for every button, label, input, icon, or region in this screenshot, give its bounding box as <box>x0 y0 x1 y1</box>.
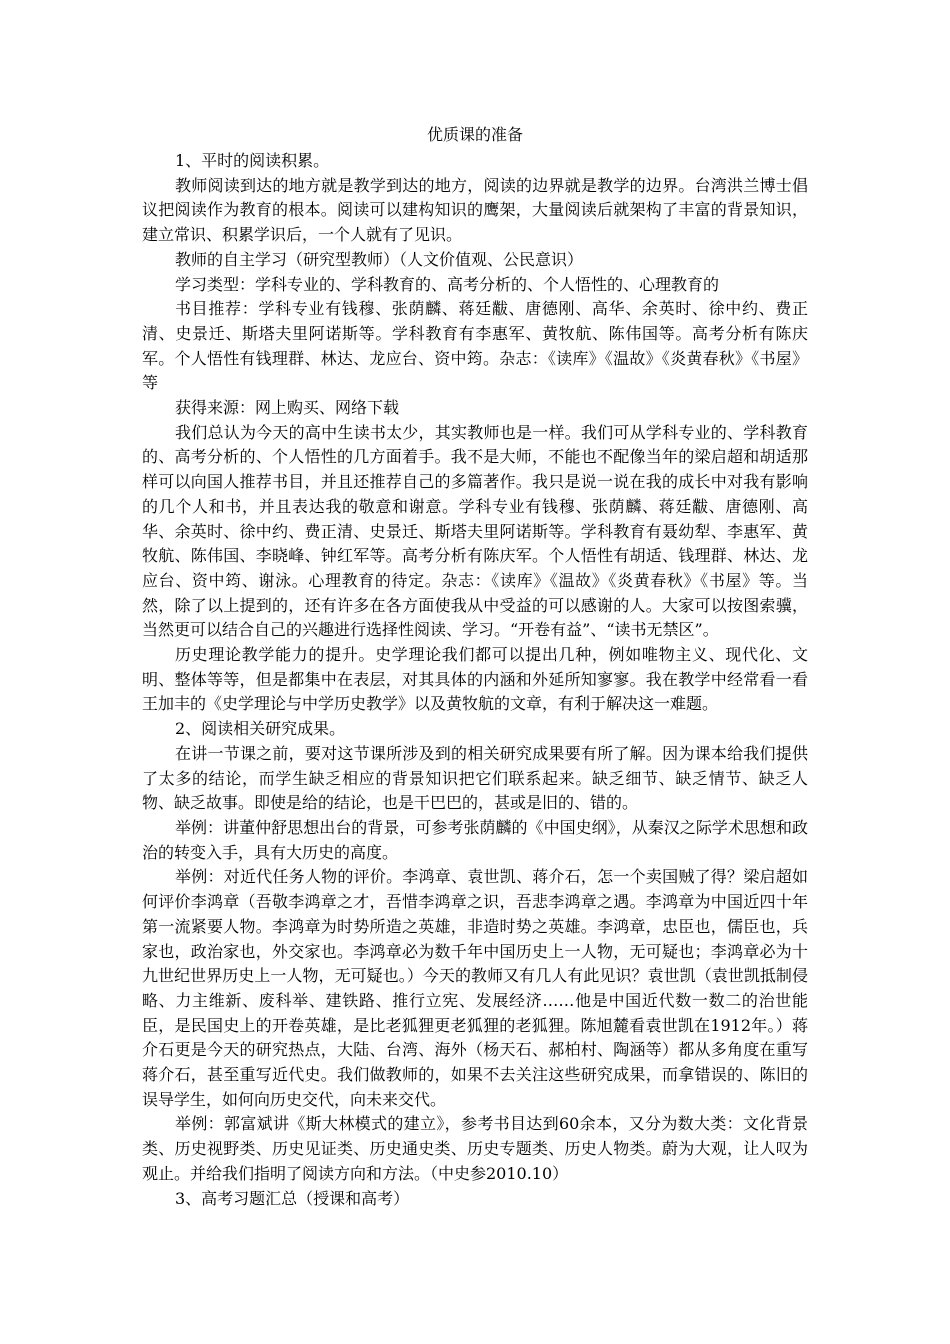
paragraph: 举例：郭富斌讲《斯大林模式的建立》，参考书目达到60余本，又分为数大类：文化背景类、历史视野类、历史见证类、历史通史类、历史专题类、历史人物类。蔚为大观，让人叹为观止。并给我们指明了阅读方向和方法。（中史参2010.10） <box>142 1114 808 1183</box>
document-title: 优质课的准备 <box>426 125 523 144</box>
paragraph: 我们总认为今天的高中生读书太少，其实教师也是一样。我们可从学科专业的、学科教育的、高考分析的、个人悟性的几方面着手。我不是大师，不能也不配像当年的梁启超和胡适那样可以向国人推荐书目，并且还推荐自己的多篇著作。我只是说一说在我的成长中对我有影响的几个人和书，并且表达我的敬意和谢意。学科专业有钱穆、张荫麟、蒋廷黻、唐德刚、高华、余英时、徐中约、费正清、史景迁、斯塔夫里阿诺斯等。学科教育有聂幼犁、李惠军、黄牧航、陈伟国、李晓峰、钟红军等。高考分析有陈庆军。个人悟性有胡适、钱理群、林达、龙应台、资中筠、谢泳。心理教育的待定。杂志：《读库》《温故》《炎黄春秋》《书屋》等。当然，除了以上提到的，还有许多在各方面使我从中受益的可以感谢的人。大家可以按图索骥，当然更可以结合自己的兴趣进行选择性阅读、学习。“开卷有益”、“读书无禁区”。 <box>142 422 808 640</box>
section-heading-exams: 3、高考习题汇总（授课和高考） <box>175 1188 410 1208</box>
paragraph: 教师阅读到达的地方就是教学到达的地方，阅读的边界就是教学的边界。台湾洪兰博士倡议把阅读作为教育的根本。阅读可以建构知识的鹰架，大量阅读后就架构了丰富的背景知识，建立常识、积累学识后，一个人就有了见识。 <box>142 175 808 245</box>
paragraph: 举例：对近代任务人物的评价。李鸿章、袁世凯、蒋介石，怎一个卖国贼了得？梁启超如何评价李鸿章（吾敬李鸿章之才，吾惜李鸿章之识，吾悲李鸿章之遇。李鸿章为中国近四十年第一流紧要人物。李鸿章为时势所造之英雄，非造时势之英雄。李鸿章，忠臣也，儒臣也，兵家也，政治家也，外交家也。李鸿章必为数千年中国历史上一人物，无可疑也；李鸿章必为十九世纪世界历史上一人物，无可疑也。）今天的教师又有几人有此见识？袁世凯（袁世凯抵制侵略、力主维新、废科举、建铁路、推行立宪、发展经济……他是中国近代数一数二的治世能臣，是民国史上的开卷英雄，是比老狐狸更老狐狸的老狐狸。陈旭麓看袁世凯在1912年。）蒋介石更是今天的研究热点，大陆、台湾、海外（杨天石、郝柏村、陶涵等）都从多角度在重写蒋介石，甚至重写近代史。我们做教师的，如果不去关注这些研究成果，而拿错误的、陈旧的误导学生，如何向历史交代，向未来交代。 <box>142 867 808 1109</box>
paragraph: 书目推荐：学科专业有钱穆、张荫麟、蒋廷黻、唐德刚、高华、余英时、徐中约、费正清、史景迁、斯塔夫里阿诺斯等。学科教育有李惠军、黄牧航、陈伟国等。高考分析有陈庆军。个人悟性有钱理群、林达、龙应台、资中筠。杂志：《读库》《温故》《炎黄春秋》《书屋》等 <box>142 299 808 393</box>
paragraph: 历史理论教学能力的提升。史学理论我们都可以提出几种，例如唯物主义、现代化、文明、整体等等，但是都集中在表层，对其具体的内涵和外延所知寥寥。我在教学中经常看一看王加丰的《史学理论与中学历史教学》以及黄牧航的文章，有利于解决这一难题。 <box>142 645 808 714</box>
paragraph: 在讲一节课之前，要对这节课所涉及到的相关研究成果要有所了解。因为课本给我们提供了太多的结论，而学生缺乏相应的背景知识把它们联系起来。缺乏细节、缺乏情节、缺乏人物、缺乏故事。即使是给的结论，也是干巴巴的，甚或是旧的、错的。 <box>142 743 808 813</box>
document-body <box>142 120 808 1211</box>
paragraph: 教师的自主学习（研究型教师）（人文价值观、公民意识） <box>175 249 584 269</box>
paragraph: 学习类型：学科专业的、学科教育的、高考分析的、个人悟性的、心理教育的 <box>175 274 720 294</box>
section-heading-reading: 1、平时的阅读积累。 <box>175 151 330 170</box>
paragraph: 举例：讲董仲舒思想出台的背景，可参考张荫麟的《中国史纲》，从秦汉之际学术思想和政治的转变入手，具有大历史的高度。 <box>142 817 808 862</box>
paragraph: 获得来源：网上购买、网络下载 <box>175 398 400 418</box>
section-heading-research: 2、阅读相关研究成果。 <box>175 719 346 739</box>
